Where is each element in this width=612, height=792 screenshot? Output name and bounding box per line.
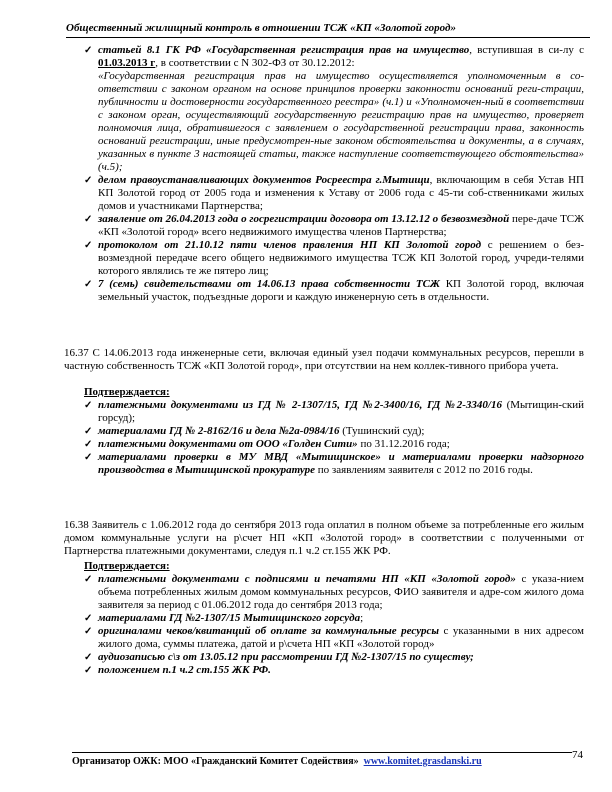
checkmark-icon: ✓ [84, 45, 93, 56]
list-item: ✓ положением п.1 ч.2 ст.155 ЖК РФ. [84, 664, 271, 676]
footer-rule [72, 752, 572, 753]
checkmark-icon: ✓ [84, 400, 93, 411]
checkmark-icon: ✓ [84, 214, 93, 225]
list-item: ✓ материалами ГД №2-1307/15 Мытищинского горсуда; [84, 612, 364, 624]
section-16-38-list [84, 573, 584, 677]
list-item: ✓ оригиналами чеков/квитанций об оплате за коммунальные ресурсы с указанными в них адресом жилого дома, суммы платежа, датой и р\счета НП «КП «Золотой город» [84, 625, 584, 650]
checkmark-icon: ✓ [84, 439, 93, 450]
list-item: ✓ материалами ГД № 2-8162/16 и дела №2а-0984/16 (Тушинский суд); [84, 425, 425, 437]
section-16-38-text: 16.38 Заявитель с 1.06.2012 года до сентября 2013 года оплатил в полном объеме за потребленные его жилым домом коммунальные услуги на р\счет НП «КП «Золотой город» в соответствии с полученными от Партнерства платежными документами, следуя п.1 ч.2 ст.155 ЖК РФ. [64, 519, 584, 557]
list-item: ✓ платежными документами из ГД № 2-1307/15, ГД №2-3400/16, ГД №2-3340/16 (Мытищин-ский горсуд); [84, 399, 584, 424]
list-item: ✓ аудиозаписью с\з от 13.05.12 при рассмотрении ГД №2-1307/15 по существу; [84, 651, 474, 663]
checkmark-icon: ✓ [84, 175, 93, 186]
block-1-list [84, 44, 584, 304]
checkmark-icon: ✓ [84, 574, 93, 585]
footer [72, 756, 482, 767]
list-item: ✓ материалами проверки в МУ МВД «Мытищинское» и материалами проверки надзорного производства в Мытищинской прокуратуре по заявлениям заявителя с 2012 по 2016 годы. [84, 451, 584, 476]
section-16-37-list [84, 399, 584, 477]
running-header: Общественный жилищный контроль в отношении ТСЖ «КП «Золотой город» [66, 22, 456, 34]
list-item: ✓ протоколом от 21.10.12 пяти членов правления НП КП Золотой город с решением о без-возмездной передаче всего общего недвижимого имущества ТСЖ КП Золотой город, учреди-телями которого являлись те же пятеро лиц; [84, 239, 584, 277]
section-16-37-text: 16.37 С 14.06.2013 года инженерные сети, включая единый узел подачи коммунальных ресурсов, перешли в частную собственность ТСЖ «КП Золотой город», при отсутствии на нем коллек-тивного прибора учета. [64, 347, 584, 372]
confirm-heading: Подтверждается: [84, 560, 170, 572]
footer-text: Организатор ОЖК: МОО «Гражданский Комитет Содействия» [72, 756, 359, 767]
checkmark-icon: ✓ [84, 240, 93, 251]
checkmark-icon: ✓ [84, 279, 93, 290]
page-number: 74 [572, 749, 583, 761]
checkmark-icon: ✓ [84, 613, 93, 624]
checkmark-icon: ✓ [84, 652, 93, 663]
list-item: ✓ платежными документами от ООО «Голден Сити» по 31.12.2016 года; [84, 438, 450, 450]
footer-link[interactable]: www.komitet.grasdanski.ru [363, 756, 482, 767]
list-item: ✓ статьей 8.1 ГК РФ «Государственная регистрация прав на имущество, вступившая в си-лу с 01.03.2013 г, в соответствии с N 302-ФЗ от 30.12.2012: «Государственная регистрация прав на имущество осуществляется уполномоченным в со-ответствии с законом органом на основе принципов проверки законности оснований реги-страции, публичности и достоверности государственного реестра» (ч.1) и «Уполномочен-ный в соответствии с законом орган, осуществляющий государственную регистрацию прав на имущество, проверяет полномочия лица, обратившегося с заявлением о государственной регистрации права, законность оснований регистрации, иные предусмотрен-ные законом обстоятельства и документы, а в случаях, указанных в пункте 3 настоящей статьи, также наступление соответствующего обстоятельства» (ч.5); [84, 44, 584, 173]
checkmark-icon: ✓ [84, 665, 93, 676]
list-item: ✓ платежными документами с подписями и печатями НП «КП «Золотой город» с указа-нием объема потребленных жилым домом коммунальных ресурсов, ФИО заявителя и адре-сом жилого дома заявителя за период с 01.06.2012 года до сентября 2013 года; [84, 573, 584, 611]
checkmark-icon: ✓ [84, 452, 93, 463]
checkmark-icon: ✓ [84, 626, 93, 637]
list-item: ✓ заявление от 26.04.2013 года о госрегистрации договора от 13.12.12 о безвозмездной пере-даче ТСЖ «КП «Золотой город» всего недвижимого имущества членов Партнерства; [84, 213, 584, 238]
list-item: ✓ делом правоустанавливающих документов Росреестра г.Мытищи, включающим в себя Устав НП КП Золотой город от 2005 года и изменения к Уставу от 2006 года с 45-ти соб-ственниками жилых домов и участниками Партнерства; [84, 174, 584, 212]
confirm-heading: Подтверждается: [84, 386, 170, 398]
header-rule [66, 37, 590, 38]
quote-text: «Государственная регистрация прав на имущество осуществляется уполномоченным в со-ответствии с законом органом на основе принципов проверки законности оснований реги-страции, публичности и достоверности государственного реестра» (ч.1) и «Уполномочен-ный в соответствии с законом орган, осуществляющий государственную регистрацию прав на имущество, проверяет полномочия лица, обратившегося с заявлением о государственной регистрации права, законность оснований регистрации, иные предусмотрен-ные законом обстоятельства и документы, а в случаях, указанных в пункте 3 настоящей статьи, также наступление соответствующего обстоятельства» (ч.5); [98, 70, 584, 173]
checkmark-icon: ✓ [84, 426, 93, 437]
list-item: ✓ 7 (семь) свидетельствами от 14.06.13 права собственности ТСЖ КП Золотой город, включая земельный участок, подъездные дороги и каждую инженерную сеть в отдельности. [84, 278, 584, 303]
